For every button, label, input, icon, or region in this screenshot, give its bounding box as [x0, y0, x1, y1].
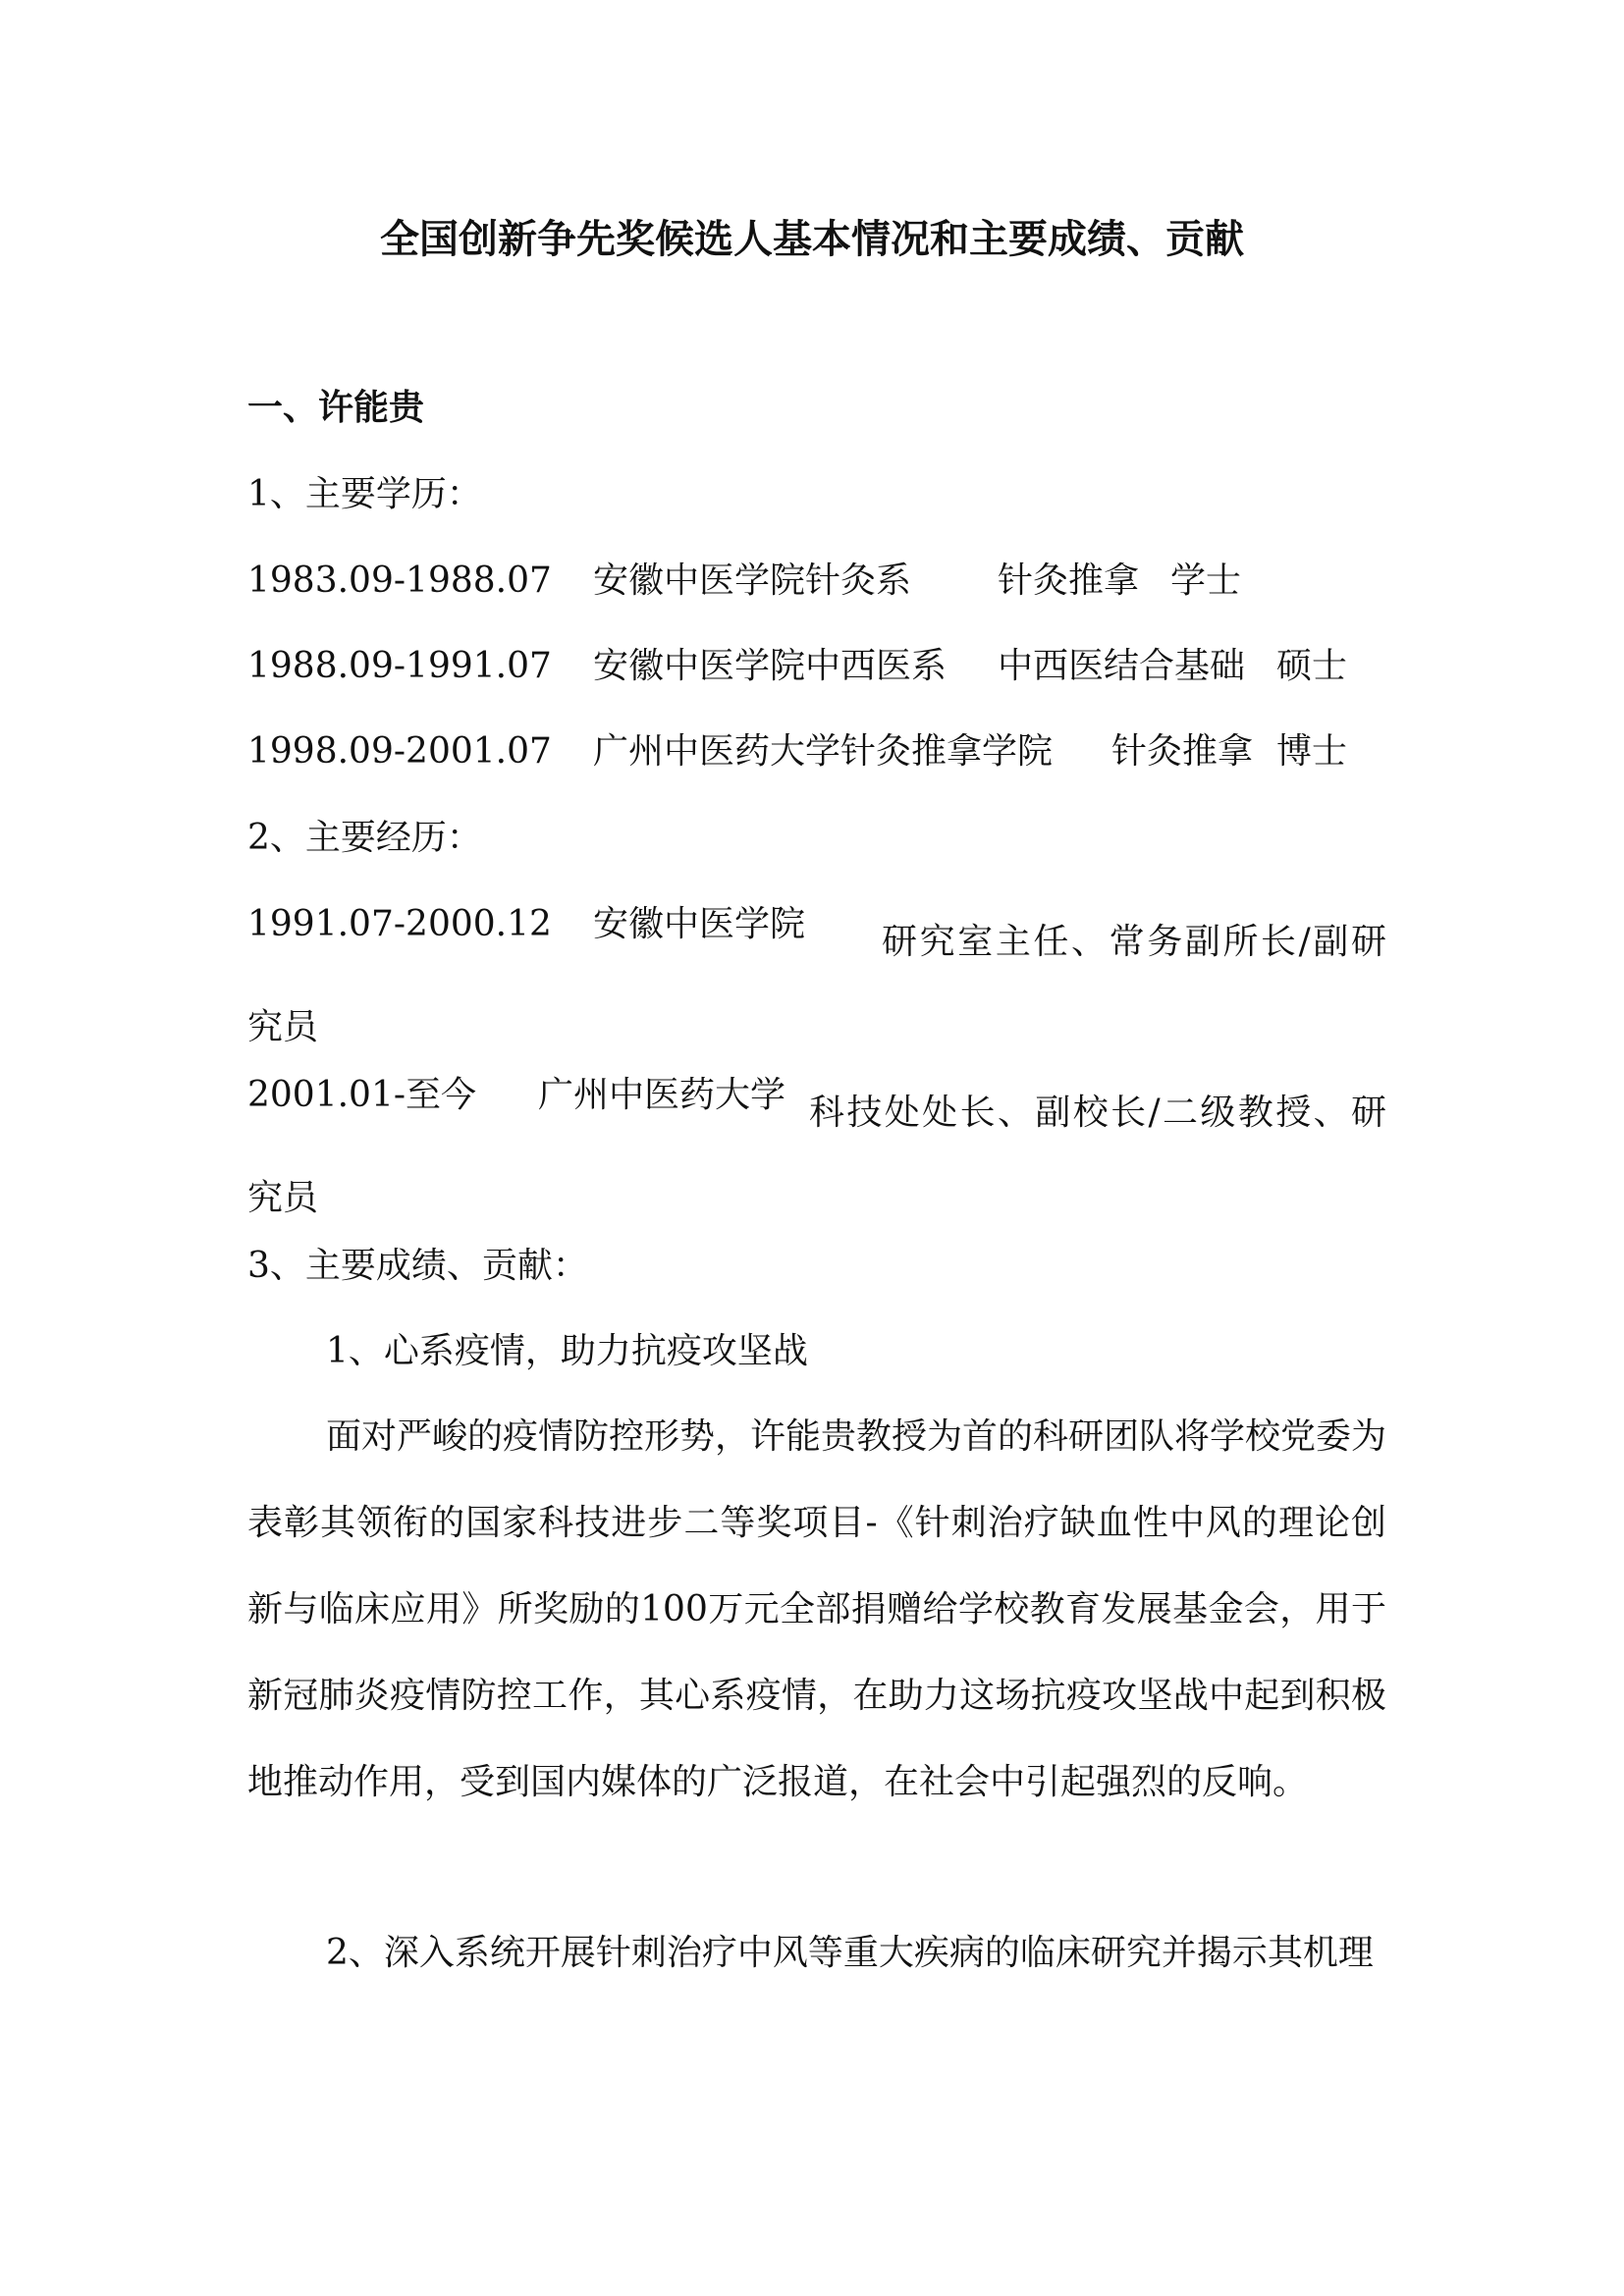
education-degree: 博士: [1276, 731, 1348, 772]
education-institution: 安徽中医学院中西医系: [593, 646, 947, 686]
education-label: 1、主要学历：: [247, 474, 482, 514]
section-heading: 一、许能贵: [247, 388, 425, 428]
experience-label: 2、主要经历：: [247, 818, 482, 858]
education-period: 1998.09-2001.07: [247, 731, 552, 772]
experience-period: 1991.07-2000.12: [247, 904, 552, 944]
experience-institution: 广州中医药大学: [538, 1075, 786, 1115]
experience-institution: 安徽中医学院: [593, 904, 806, 944]
achievement-heading: 1、心系疫情，助力抗疫攻坚战: [326, 1331, 808, 1371]
education-major: 针灸推拿: [998, 561, 1140, 601]
experience-position: 科技处处长、副校长/二级教授、研究员: [247, 1093, 1386, 1218]
page-title: 全国创新争先奖候选人基本情况和主要成绩、贡献: [380, 217, 1244, 262]
education-period: 1988.09-1991.07: [247, 646, 552, 686]
experience-position: 研究室主任、常务副所长/副研究员: [247, 922, 1386, 1047]
education-degree: 硕士: [1276, 646, 1348, 686]
education-degree: 学士: [1170, 561, 1242, 601]
achievements-label: 3、主要成绩、贡献：: [247, 1246, 588, 1286]
education-major: 针灸推拿: [1111, 731, 1254, 772]
achievement-heading: 2、深入系统开展针刺治疗中风等重大疾病的临床研究并揭示其机理: [326, 1933, 1374, 1973]
education-institution: 安徽中医学院针灸系: [593, 561, 912, 601]
experience-period: 2001.01-至今: [247, 1075, 477, 1115]
education-institution: 广州中医药大学针灸推拿学院: [593, 731, 1054, 772]
achievement-body: 面对严峻的疫情防控形势，许能贵教授为首的科研团队将学校党委为表彰其领衔的国家科技进步二等奖项目-《针刺治疗缺血性中风的理论创新与临床应用》所奖励的100万元全部捐赠给学校教育发展基金会，用于新冠肺炎疫情防控工作，其心系疫情，在助力这场抗疫攻坚战中起到积极地推动作用，受到国内媒体的广泛报道，在社会中引起强烈的反响。: [247, 1416, 1387, 1802]
education-period: 1983.09-1988.07: [247, 561, 552, 601]
education-major: 中西医结合基础: [998, 646, 1246, 686]
